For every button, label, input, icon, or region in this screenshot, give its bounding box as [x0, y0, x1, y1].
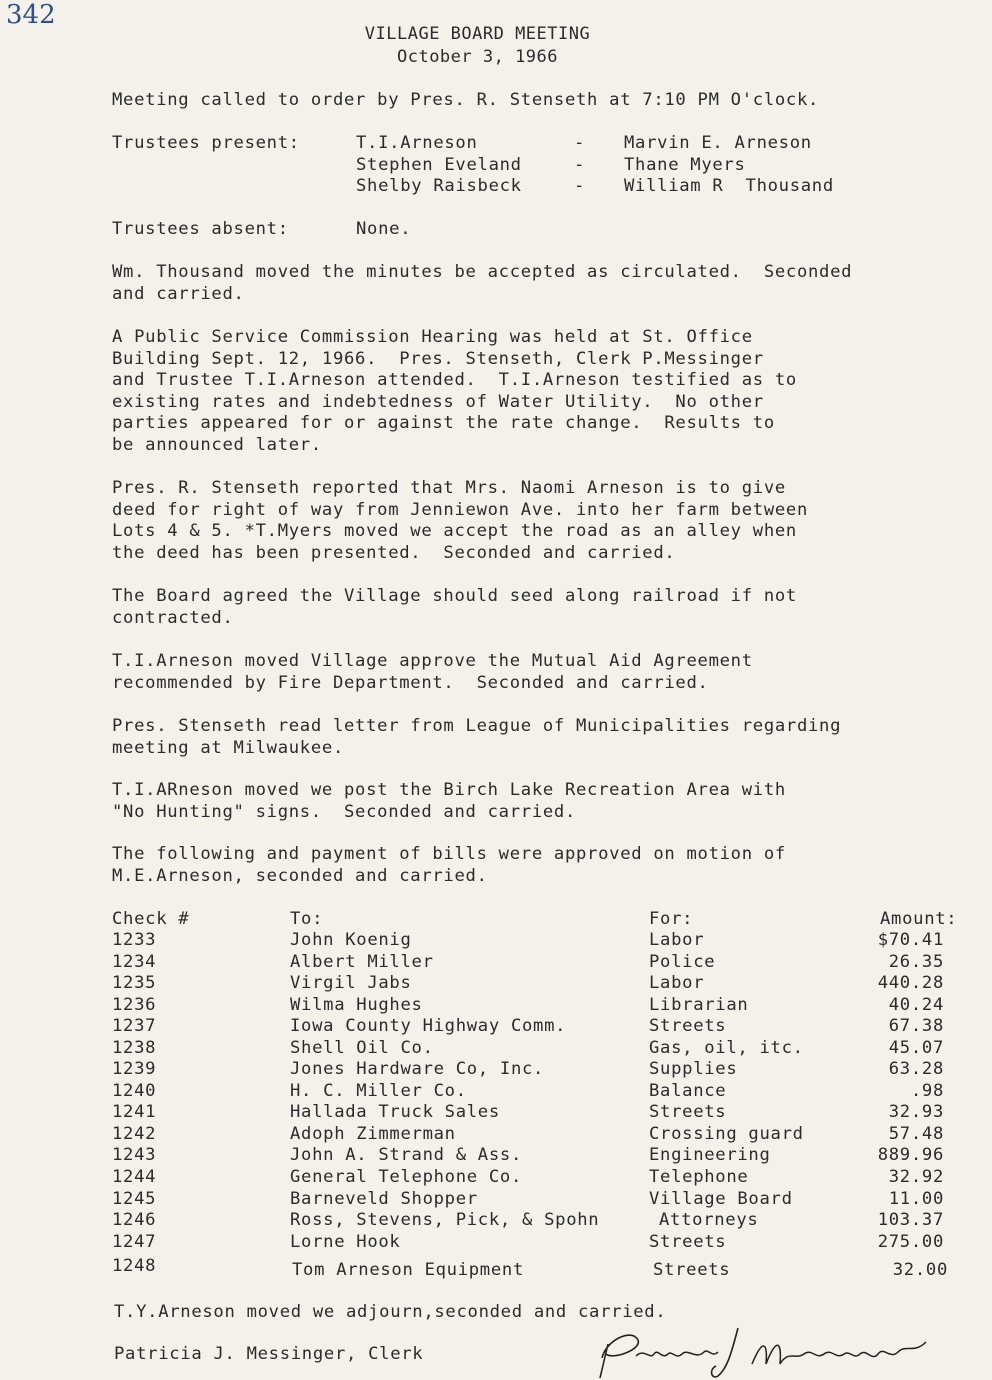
amount: 57.48	[888, 1124, 944, 1144]
trustee-name: Thane Myers	[624, 155, 746, 175]
payee: Jones Hardware Co, Inc.	[290, 1059, 545, 1079]
check-number: 1246	[112, 1210, 157, 1230]
payee: Adoph Zimmerman	[290, 1124, 456, 1144]
check-number: 1241	[112, 1102, 157, 1122]
purpose: Balance	[649, 1081, 727, 1101]
adjourn-motion: T.Y.Arneson moved we adjourn,seconded and carried.	[114, 1302, 667, 1322]
check-number: 1235	[112, 973, 157, 993]
purpose: Engineering	[649, 1145, 771, 1165]
trustees-present-label: Trustees present:	[112, 133, 300, 153]
amount: 67.38	[888, 1016, 944, 1036]
purpose: Gas, oil, itc.	[649, 1038, 804, 1058]
trustee-name: Stephen Eveland	[356, 155, 522, 175]
purpose: Streets	[653, 1260, 731, 1280]
check-number: 1247	[112, 1232, 157, 1252]
paragraph-league-letter: Pres. Stenseth read letter from League of Municipalities regarding meeting at Milwaukee.	[112, 716, 842, 758]
paragraph-mutual-aid: T.I.Arneson moved Village approve the Mutual Aid Agreement recommended by Fire Department. Seconded and carried.	[112, 651, 753, 693]
payee: John A. Strand & Ass.	[290, 1145, 523, 1165]
header-amount: Amount:	[880, 909, 958, 929]
trustee-name: T.I.Arneson	[356, 133, 478, 153]
payee: Virgil Jabs	[290, 973, 412, 993]
purpose: Telephone	[649, 1167, 749, 1187]
paragraph-railroad: The Board agreed the Village should seed along railroad if not contracted.	[112, 586, 797, 628]
paragraph-hearing: A Public Service Commission Hearing was held at St. Office Building Sept. 12, 1966. Pres. Stenseth, Clerk P.Messinger and Trustee T.I.Arneson attended. T.I.Arneson testified as to existing rates and indebtedness of Water Utility. No other parties appeared for or against the rate change. Results to be announced later.	[112, 327, 797, 455]
payee: Iowa County Highway Comm.	[290, 1016, 567, 1036]
call-to-order: Meeting called to order by Pres. R. Stenseth at 7:10 PM O'clock.	[112, 90, 820, 110]
amount: 32.93	[888, 1102, 944, 1122]
payee: Shell Oil Co.	[290, 1038, 434, 1058]
document-title: VILLAGE BOARD MEETING	[364, 24, 591, 44]
payee: Barneveld Shopper	[290, 1189, 478, 1209]
check-number: 1245	[112, 1189, 157, 1209]
trustees-absent-label: Trustees absent:	[112, 219, 289, 239]
trustee-name: Shelby Raisbeck	[356, 176, 522, 196]
payee: Albert Miller	[290, 952, 434, 972]
purpose: Crossing guard	[649, 1124, 804, 1144]
purpose: Village Board	[649, 1189, 793, 1209]
amount: $70.41	[877, 930, 944, 950]
amount: 45.07	[888, 1038, 944, 1058]
payee: H. C. Miller Co.	[290, 1081, 467, 1101]
purpose: Attorneys	[659, 1210, 759, 1230]
check-number: 1237	[112, 1016, 157, 1036]
amount: 32.92	[888, 1167, 944, 1187]
purpose: Librarian	[649, 995, 749, 1015]
header-check: Check #	[112, 909, 190, 929]
paragraph-no-hunting: T.I.ARneson moved we post the Birch Lake Recreation Area with "No Hunting" signs. Seconded and carried.	[112, 780, 786, 822]
amount: 275.00	[877, 1232, 944, 1252]
trustees-absent-value: None.	[356, 219, 412, 239]
check-number: 1244	[112, 1167, 157, 1187]
payee: Ross, Stevens, Pick, & Spohn	[290, 1210, 600, 1230]
purpose: Police	[649, 952, 716, 972]
payee: Wilma Hughes	[290, 995, 423, 1015]
paragraph-minutes: Wm. Thousand moved the minutes be accepted as circulated. Seconded and carried.	[112, 262, 853, 304]
clerk-signature	[592, 1320, 942, 1380]
check-number: 1239	[112, 1059, 157, 1079]
check-number: 1238	[112, 1038, 157, 1058]
amount: 40.24	[888, 995, 944, 1015]
paragraph-bills-approved: The following and payment of bills were approved on motion of M.E.Arneson, seconded and carried.	[112, 844, 786, 886]
amount: 440.28	[877, 973, 944, 993]
header-to: To:	[290, 909, 324, 929]
amount: 26.35	[888, 952, 944, 972]
header-for: For:	[649, 909, 694, 929]
dash: -	[574, 176, 586, 196]
meeting-date: October 3, 1966	[396, 47, 559, 67]
check-number: 1243	[112, 1145, 157, 1165]
payee: Tom Arneson Equipment	[292, 1260, 525, 1280]
check-number: 1242	[112, 1124, 157, 1144]
purpose: Labor	[649, 930, 705, 950]
dash: -	[574, 133, 586, 153]
trustee-name: William R Thousand	[624, 176, 834, 196]
amount: 11.00	[888, 1189, 944, 1209]
payee: John Koenig	[290, 930, 412, 950]
purpose: Streets	[649, 1232, 727, 1252]
payee: General Telephone Co.	[290, 1167, 523, 1187]
check-number: 1248	[112, 1256, 157, 1276]
purpose: Streets	[649, 1102, 727, 1122]
purpose: Labor	[649, 973, 705, 993]
payee: Lorne Hook	[290, 1232, 401, 1252]
check-number: 1240	[112, 1081, 157, 1101]
amount: .98	[910, 1081, 944, 1101]
check-number: 1236	[112, 995, 157, 1015]
payee: Hallada Truck Sales	[290, 1102, 500, 1122]
check-number: 1233	[112, 930, 157, 950]
amount: 32.00	[892, 1260, 948, 1280]
amount: 103.37	[877, 1210, 944, 1230]
dash: -	[574, 155, 586, 175]
page-number: 342	[6, 0, 56, 30]
purpose: Supplies	[649, 1059, 738, 1079]
check-number: 1234	[112, 952, 157, 972]
trustee-name: Marvin E. Arneson	[624, 133, 812, 153]
clerk-name: Patricia J. Messinger, Clerk	[114, 1344, 424, 1364]
amount: 63.28	[888, 1059, 944, 1079]
amount: 889.96	[877, 1145, 944, 1165]
paragraph-deed: Pres. R. Stenseth reported that Mrs. Naomi Arneson is to give deed for right of way from Jenniewon Ave. into her farm between Lots 4 & 5. *T.Myers moved we accept the road as an alley when the deed has been presented. Seconded and carried.	[112, 478, 809, 563]
purpose: Streets	[649, 1016, 727, 1036]
